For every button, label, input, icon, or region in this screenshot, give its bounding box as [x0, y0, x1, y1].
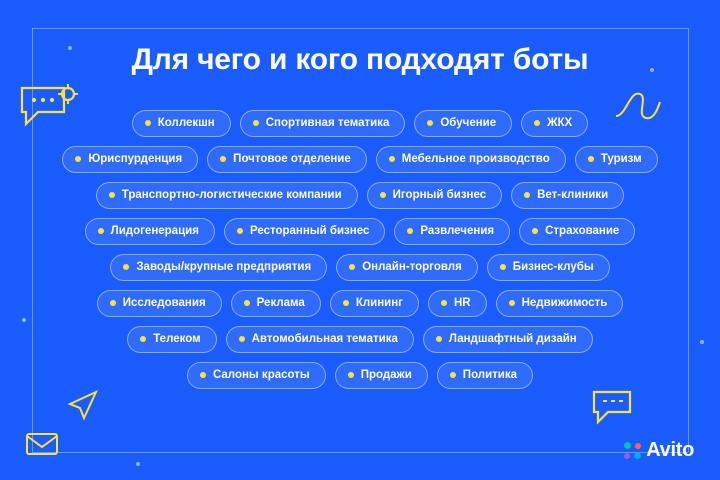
decorative-dot: [700, 340, 704, 344]
tag-chip[interactable]: Туризм: [575, 146, 658, 173]
tag-chip[interactable]: Лидогенерация: [85, 218, 215, 245]
tag-chip[interactable]: Коллекшн: [132, 110, 231, 137]
tag-chip[interactable]: Заводы/крупные предприятия: [110, 254, 327, 281]
tag-chip[interactable]: Недвижимость: [496, 290, 624, 317]
frame-divider-top: [32, 28, 688, 29]
tag-row: [36, 110, 684, 137]
frame-divider-right: [688, 28, 689, 452]
tag-row: [36, 254, 684, 281]
tag-row: [36, 218, 684, 245]
tag-chip[interactable]: HR: [428, 290, 487, 317]
mail-envelope-icon: [24, 428, 64, 465]
avito-logo: [624, 439, 694, 462]
bullet-icon: [450, 372, 456, 378]
bullet-icon: [389, 156, 395, 162]
tag-row: [36, 182, 684, 209]
bullet-icon: [500, 264, 506, 270]
bullet-icon: [524, 192, 530, 198]
bullet-icon: [145, 120, 151, 126]
tag-chip[interactable]: Развлечения: [394, 218, 510, 245]
bullet-icon: [110, 300, 116, 306]
tag-chip[interactable]: Транспортно-логистические компании: [96, 182, 358, 209]
tag-chip[interactable]: Ресторанный бизнес: [224, 218, 385, 245]
avito-dots-icon: [624, 442, 641, 459]
bullet-icon: [75, 156, 81, 162]
bullet-icon: [237, 228, 243, 234]
bullet-icon: [427, 120, 433, 126]
tag-chip[interactable]: Бизнес-клубы: [487, 254, 610, 281]
bullet-icon: [123, 264, 129, 270]
bullet-icon: [348, 372, 354, 378]
tag-chip[interactable]: Реклама: [231, 290, 321, 317]
tag-chip[interactable]: Почтовое отделение: [207, 146, 367, 173]
tag-row: [36, 362, 684, 389]
page-title: Для чего и кого подходят боты: [131, 43, 589, 76]
tag-row: [36, 146, 684, 173]
tag-cloud: [36, 110, 684, 398]
bullet-icon: [380, 192, 386, 198]
bullet-icon: [532, 228, 538, 234]
tag-chip[interactable]: Продажи: [335, 362, 428, 389]
tag-chip[interactable]: Салоны красоты: [187, 362, 326, 389]
tag-row: [36, 290, 684, 317]
tag-chip[interactable]: Исследования: [97, 290, 222, 317]
tag-chip[interactable]: Мебельное производство: [376, 146, 566, 173]
tag-chip[interactable]: Спортивная тематика: [240, 110, 406, 137]
bullet-icon: [109, 192, 115, 198]
tag-chip[interactable]: Юриспурденция: [62, 146, 198, 173]
tag-chip[interactable]: Политика: [437, 362, 533, 389]
bullet-icon: [253, 120, 259, 126]
tag-chip[interactable]: Игорный бизнес: [367, 182, 502, 209]
bullet-icon: [239, 336, 245, 342]
bullet-icon: [441, 300, 447, 306]
bullet-icon: [509, 300, 515, 306]
tag-chip[interactable]: Клининг: [330, 290, 419, 317]
tag-chip[interactable]: Телеком: [127, 326, 216, 353]
tag-row: [36, 326, 684, 353]
bullet-icon: [534, 120, 540, 126]
tag-chip[interactable]: Обучение: [414, 110, 512, 137]
frame-divider-bottom: [32, 452, 688, 453]
tag-chip[interactable]: Онлайн-торговля: [336, 254, 478, 281]
bullet-icon: [220, 156, 226, 162]
bullet-icon: [140, 336, 146, 342]
tag-chip[interactable]: ЖКХ: [521, 110, 588, 137]
bullet-icon: [436, 336, 442, 342]
decorative-dot: [22, 318, 26, 322]
bullet-icon: [588, 156, 594, 162]
tag-chip[interactable]: Страхование: [519, 218, 635, 245]
tag-chip[interactable]: Вет-клиники: [511, 182, 624, 209]
tag-chip[interactable]: Автомобильная тематика: [226, 326, 414, 353]
tag-chip[interactable]: Ландшафтный дизайн: [423, 326, 593, 353]
bullet-icon: [407, 228, 413, 234]
decorative-dot: [136, 462, 140, 466]
bullet-icon: [343, 300, 349, 306]
avito-wordmark: Avito: [646, 439, 694, 461]
bullet-icon: [244, 300, 250, 306]
bullet-icon: [349, 264, 355, 270]
bullet-icon: [200, 372, 206, 378]
bullet-icon: [98, 228, 104, 234]
